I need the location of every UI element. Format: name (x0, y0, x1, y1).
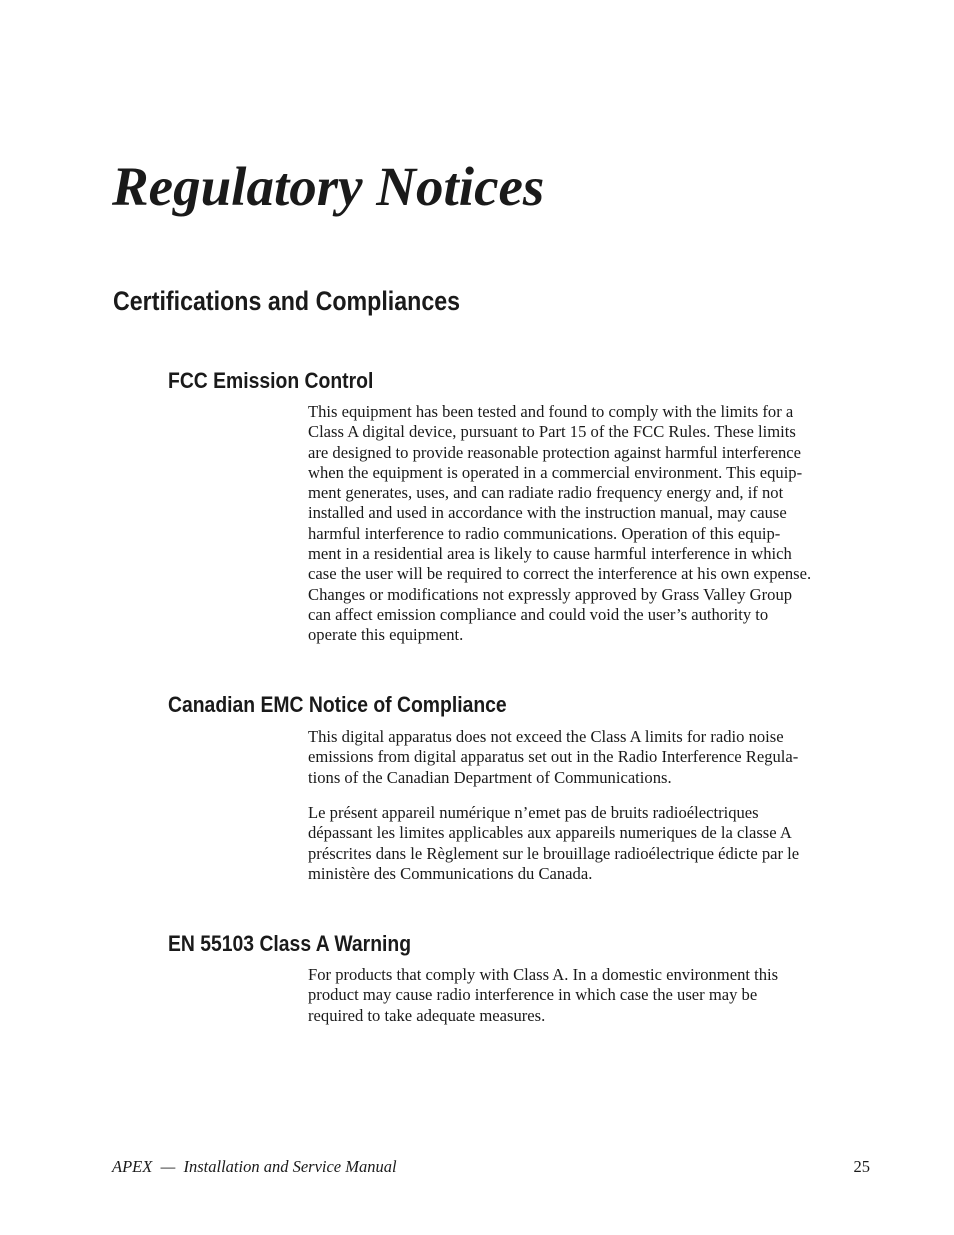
footer-manual-title: APEX — Installation and Service Manual (112, 1157, 397, 1176)
text-line: can affect emission compliance and could void the user’s authority to (308, 604, 769, 624)
text-line: dépassant les limites applicables aux appareils numeriques de la classe A (308, 823, 792, 843)
en55103-paragraph (308, 965, 870, 1026)
text-line: required to take adequate measures. (308, 1005, 546, 1025)
text-line: harmful interference to radio communications. Operation of this equip- (308, 523, 781, 543)
subsection-heading-fcc: FCC Emission Control (168, 368, 374, 393)
fcc-paragraph (308, 402, 870, 646)
text-line: are designed to provide reasonable protection against harmful interference (308, 442, 801, 462)
text-line: This equipment has been tested and found to comply with the limits for a (308, 402, 794, 421)
text-line: ministère des Communications du Canada. (308, 863, 593, 883)
canadian-paragraph-french (308, 803, 870, 884)
page-title: Regulatory Notices (112, 156, 545, 217)
text-line: Changes or modifications not expressly approved by Grass Valley Group (308, 584, 793, 604)
text-line: ment in a residential area is likely to cause harmful interference in which (308, 544, 792, 564)
text-line: préscrites dans le Règlement sur le brouillage radioélectrique édicte par le (308, 843, 800, 863)
text-line: when the equipment is operated in a commercial environment. This equip- (308, 462, 803, 482)
subsection-heading-en55103: EN 55103 Class A Warning (168, 931, 412, 956)
text-line: tions of the Canadian Department of Communications. (308, 767, 672, 787)
text-line: This digital apparatus does not exceed the Class A limits for radio noise (308, 727, 784, 746)
text-line: For products that comply with Class A. In a domestic environment this (308, 965, 779, 984)
text-line: operate this equipment. (308, 625, 464, 645)
subsection-heading-canadian-emc: Canadian EMC Notice of Compliance (168, 692, 507, 717)
section-heading-certifications: Certifications and Compliances (113, 286, 461, 316)
text-line: emissions from digital apparatus set out in the Radio Interference Regula- (308, 747, 799, 767)
text-line: ment generates, uses, and can radiate radio frequency energy and, if not (308, 483, 784, 503)
text-line: product may cause radio interference in which case the user may be (308, 985, 758, 1005)
text-line: installed and used in accordance with the instruction manual, may cause (308, 503, 787, 523)
text-line: Class A digital device, pursuant to Part 15 of the FCC Rules. These limits (308, 422, 796, 442)
canadian-paragraph-english (308, 727, 870, 788)
text-line: Le présent appareil numérique n’emet pas de bruits radioélectriques (308, 803, 759, 822)
footer-page-number: 25 (853, 1157, 870, 1176)
text-line: case the user will be required to correct the interference at his own expense. (308, 564, 812, 584)
